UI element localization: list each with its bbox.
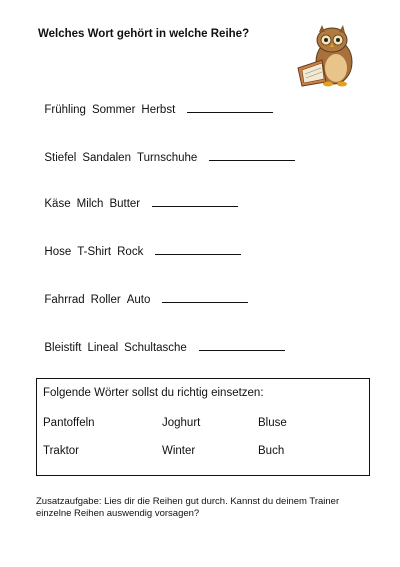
- answer-blank[interactable]: [162, 292, 248, 303]
- row-word: Butter: [109, 198, 141, 210]
- row-word: Rock: [117, 246, 144, 258]
- row-word: Schultasche: [124, 342, 187, 354]
- word-row-3: [38, 184, 238, 210]
- word-bank-item: Traktor: [43, 445, 79, 457]
- row-word: Stiefel: [44, 152, 77, 164]
- row-word: Käse: [44, 198, 71, 210]
- answer-blank[interactable]: [152, 196, 238, 207]
- row-word: Milch: [76, 198, 104, 210]
- answer-blank[interactable]: [155, 244, 241, 255]
- word-row-2: [38, 138, 295, 164]
- answer-blank[interactable]: [209, 150, 295, 161]
- answer-blank[interactable]: [187, 102, 273, 113]
- worksheet-title: Welches Wort gehört in welche Reihe?: [38, 28, 250, 40]
- row-word: Hose: [44, 246, 72, 258]
- word-bank-item: Pantoffeln: [43, 417, 95, 429]
- word-bank-item: Joghurt: [162, 417, 201, 429]
- row-word: Bleistift: [44, 342, 82, 354]
- row-word: Auto: [126, 294, 151, 306]
- word-row-6: [38, 328, 285, 354]
- word-row-4: [38, 232, 241, 258]
- row-word: Sandalen: [82, 152, 131, 164]
- row-word: Fahrrad: [44, 294, 85, 306]
- row-word: Roller: [90, 294, 121, 306]
- word-bank-box: [36, 378, 370, 476]
- word-bank-item: Winter: [162, 445, 196, 457]
- word-bank-item: Bluse: [258, 417, 287, 429]
- word-row-1: [38, 90, 273, 116]
- answer-blank[interactable]: [199, 340, 285, 351]
- row-word: Turnschuhe: [136, 152, 198, 164]
- word-bank-heading: Folgende Wörter sollst du richtig einsetzen:: [43, 387, 264, 399]
- extra-task: Zusatzaufgabe: Lies dir die Reihen gut durch. Kannst du deinem Trainer einzelne Reihen auswendig vorsagen?: [36, 496, 340, 519]
- row-word: Lineal: [87, 342, 119, 354]
- row-word: T-Shirt: [77, 246, 112, 258]
- word-bank-item: Buch: [258, 445, 285, 457]
- word-row-5: [38, 280, 248, 306]
- owl-reading-icon: [292, 24, 358, 88]
- row-word: Frühling: [44, 104, 86, 116]
- row-word: Herbst: [141, 104, 176, 116]
- row-word: Sommer: [91, 104, 136, 116]
